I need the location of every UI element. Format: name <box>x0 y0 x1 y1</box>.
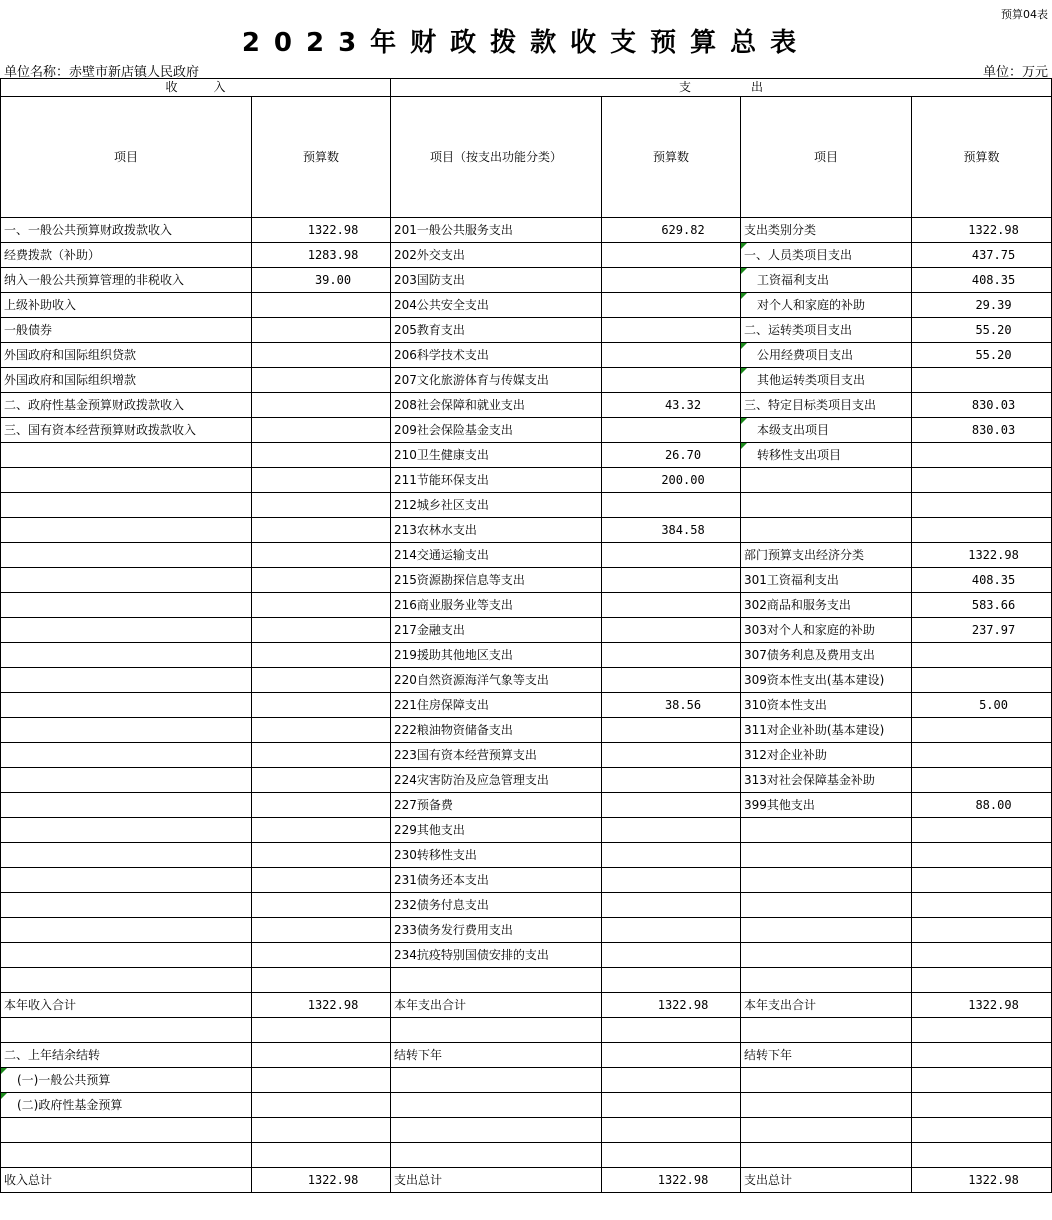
item-cell <box>741 1118 912 1143</box>
table-row <box>1 893 1052 918</box>
item-cell <box>1 768 252 793</box>
table-row <box>1 668 1052 693</box>
table-row <box>1 1168 1052 1193</box>
section-header-row <box>1 79 1052 97</box>
table-row <box>1 418 1052 443</box>
budget-cell <box>912 493 1052 518</box>
item-cell <box>1 718 252 743</box>
budget-cell: 1322.98 <box>252 1168 391 1193</box>
budget-cell: 88.00 <box>912 793 1052 818</box>
item-cell <box>391 1018 602 1043</box>
item-cell: 纳入一般公共预算管理的非税收入 <box>1 268 252 293</box>
item-cell: 二、运转类项目支出 <box>741 318 912 343</box>
budget-cell <box>602 818 741 843</box>
functional-budget-header: 预算数 <box>602 97 741 218</box>
budget-cell <box>252 543 391 568</box>
budget-cell <box>912 868 1052 893</box>
budget-cell <box>912 818 1052 843</box>
item-cell: 219援助其他地区支出 <box>391 643 602 668</box>
budget-cell <box>252 1093 391 1118</box>
budget-cell: 43.32 <box>602 393 741 418</box>
budget-cell <box>602 1143 741 1168</box>
item-cell <box>1 468 252 493</box>
table-row <box>1 1143 1052 1168</box>
item-cell <box>391 1143 602 1168</box>
table-row <box>1 568 1052 593</box>
budget-cell <box>602 593 741 618</box>
item-cell: 外国政府和国际组织贷款 <box>1 343 252 368</box>
budget-cell <box>252 393 391 418</box>
item-cell: 部门预算支出经济分类 <box>741 543 912 568</box>
budget-cell <box>912 893 1052 918</box>
budget-cell <box>912 843 1052 868</box>
table-row <box>1 443 1052 468</box>
form-number-label: 预算04表 <box>1001 8 1048 21</box>
budget-cell <box>602 368 741 393</box>
table-row <box>1 1118 1052 1143</box>
table-row <box>1 718 1052 743</box>
budget-cell <box>252 643 391 668</box>
budget-cell <box>602 318 741 343</box>
budget-cell <box>912 1143 1052 1168</box>
item-cell: 229其他支出 <box>391 818 602 843</box>
budget-cell: 237.97 <box>912 618 1052 643</box>
item-cell: 三、国有资本经营预算财政拨款收入 <box>1 418 252 443</box>
item-cell <box>1 918 252 943</box>
currency-unit-label: 单位：万元 <box>982 65 1048 80</box>
item-cell <box>741 468 912 493</box>
table-row <box>1 918 1052 943</box>
item-cell: 201一般公共服务支出 <box>391 218 602 243</box>
item-cell: 302商品和服务支出 <box>741 593 912 618</box>
item-cell <box>741 518 912 543</box>
item-cell <box>1 643 252 668</box>
item-cell <box>391 1093 602 1118</box>
item-cell <box>1 968 252 993</box>
item-cell: 313对社会保障基金补助 <box>741 768 912 793</box>
item-cell <box>741 918 912 943</box>
item-cell: 203国防支出 <box>391 268 602 293</box>
table-row <box>1 268 1052 293</box>
item-cell: 217金融支出 <box>391 618 602 643</box>
budget-cell <box>602 968 741 993</box>
item-cell: 311对企业补助(基本建设) <box>741 718 912 743</box>
item-cell: 220自然资源海洋气象等支出 <box>391 668 602 693</box>
item-cell <box>741 818 912 843</box>
budget-cell <box>602 1093 741 1118</box>
item-cell: 222粮油物资储备支出 <box>391 718 602 743</box>
budget-cell <box>602 618 741 643</box>
budget-cell <box>602 543 741 568</box>
budget-cell <box>912 668 1052 693</box>
item-cell <box>1 818 252 843</box>
table-row <box>1 818 1052 843</box>
budget-cell <box>602 743 741 768</box>
budget-cell: 26.70 <box>602 443 741 468</box>
item-cell: 本级支出项目 <box>741 418 912 443</box>
unit-name-label: 单位名称：赤壁市新店镇人民政府 <box>4 65 200 80</box>
item-cell: 232债务付息支出 <box>391 893 602 918</box>
item-cell: 312对企业补助 <box>741 743 912 768</box>
table-row <box>1 643 1052 668</box>
item-cell: 227预备费 <box>391 793 602 818</box>
item-cell: 上级补助收入 <box>1 293 252 318</box>
item-cell: 支出总计 <box>391 1168 602 1193</box>
budget-cell: 408.35 <box>912 268 1052 293</box>
budget-cell: 39.00 <box>252 268 391 293</box>
item-cell: 206科学技术支出 <box>391 343 602 368</box>
item-cell <box>391 1068 602 1093</box>
budget-cell: 408.35 <box>912 568 1052 593</box>
budget-cell <box>602 793 741 818</box>
income-item-header: 项目 <box>1 97 252 218</box>
budget-cell <box>602 918 741 943</box>
item-cell: 公用经费项目支出 <box>741 343 912 368</box>
table-row <box>1 1018 1052 1043</box>
table-row <box>1 768 1052 793</box>
budget-cell <box>602 1043 741 1068</box>
item-cell <box>1 1018 252 1043</box>
budget-cell <box>912 1018 1052 1043</box>
budget-cell <box>912 943 1052 968</box>
item-cell <box>1 693 252 718</box>
budget-cell <box>602 643 741 668</box>
item-cell: 230转移性支出 <box>391 843 602 868</box>
table-row <box>1 393 1052 418</box>
budget-cell <box>252 468 391 493</box>
table-row <box>1 318 1052 343</box>
item-cell: 二、上年结余结转 <box>1 1043 252 1068</box>
budget-cell: 1322.98 <box>912 1168 1052 1193</box>
budget-cell: 437.75 <box>912 243 1052 268</box>
budget-cell <box>912 718 1052 743</box>
budget-cell <box>912 918 1052 943</box>
budget-cell <box>252 318 391 343</box>
item-cell <box>1 1143 252 1168</box>
table-row <box>1 293 1052 318</box>
budget-cell: 55.20 <box>912 318 1052 343</box>
item-cell <box>1 1118 252 1143</box>
budget-cell <box>912 968 1052 993</box>
item-cell: (二)政府性基金预算 <box>1 1093 252 1118</box>
budget-cell <box>602 418 741 443</box>
budget-cell <box>602 268 741 293</box>
table-row <box>1 593 1052 618</box>
item-cell: 234抗疫特别国债安排的支出 <box>391 943 602 968</box>
item-cell: (一)一般公共预算 <box>1 1068 252 1093</box>
category-item-header: 项目 <box>741 97 912 218</box>
budget-cell <box>912 368 1052 393</box>
budget-cell <box>602 568 741 593</box>
budget-cell <box>602 1118 741 1143</box>
budget-cell <box>912 468 1052 493</box>
item-cell <box>1 443 252 468</box>
budget-cell <box>252 1043 391 1068</box>
item-cell: 本年收入合计 <box>1 993 252 1018</box>
budget-cell <box>252 443 391 468</box>
item-cell: 其他运转类项目支出 <box>741 368 912 393</box>
income-budget-header: 预算数 <box>252 97 391 218</box>
item-cell: 224灾害防治及应急管理支出 <box>391 768 602 793</box>
budget-cell <box>602 1018 741 1043</box>
budget-cell: 55.20 <box>912 343 1052 368</box>
item-cell: 207文化旅游体育与传媒支出 <box>391 368 602 393</box>
budget-cell <box>602 868 741 893</box>
page-title: 2023年财政拨款收支预算总表 <box>241 28 811 58</box>
column-header-row <box>1 97 1052 218</box>
table-row <box>1 868 1052 893</box>
item-cell: 收入总计 <box>1 1168 252 1193</box>
item-cell: 204公共安全支出 <box>391 293 602 318</box>
item-cell: 399其他支出 <box>741 793 912 818</box>
budget-cell <box>252 868 391 893</box>
item-cell: 205教育支出 <box>391 318 602 343</box>
item-cell: 三、特定目标类项目支出 <box>741 393 912 418</box>
budget-cell <box>252 718 391 743</box>
item-cell: 301工资福利支出 <box>741 568 912 593</box>
item-cell: 213农林水支出 <box>391 518 602 543</box>
item-cell <box>741 943 912 968</box>
budget-cell <box>912 1118 1052 1143</box>
table-row <box>1 243 1052 268</box>
table-row <box>1 493 1052 518</box>
item-cell: 212城乡社区支出 <box>391 493 602 518</box>
item-cell <box>741 1068 912 1093</box>
table-row <box>1 543 1052 568</box>
item-cell: 本年支出合计 <box>741 993 912 1018</box>
budget-cell <box>252 768 391 793</box>
budget-cell <box>252 793 391 818</box>
item-cell <box>1 743 252 768</box>
table-row <box>1 343 1052 368</box>
item-cell: 支出类别分类 <box>741 218 912 243</box>
item-cell <box>1 593 252 618</box>
item-cell: 215资源勘探信息等支出 <box>391 568 602 593</box>
item-cell: 209社会保险基金支出 <box>391 418 602 443</box>
budget-cell: 5.00 <box>912 693 1052 718</box>
budget-cell: 1322.98 <box>602 1168 741 1193</box>
item-cell <box>1 868 252 893</box>
item-cell <box>1 568 252 593</box>
item-cell <box>741 968 912 993</box>
budget-cell <box>252 843 391 868</box>
item-cell <box>1 668 252 693</box>
budget-cell <box>602 943 741 968</box>
budget-cell <box>912 743 1052 768</box>
item-cell <box>1 543 252 568</box>
budget-cell <box>252 368 391 393</box>
budget-cell <box>912 1093 1052 1118</box>
budget-cell <box>252 618 391 643</box>
item-cell: 外国政府和国际组织增款 <box>1 368 252 393</box>
item-cell: 一般债券 <box>1 318 252 343</box>
table-row <box>1 368 1052 393</box>
item-cell <box>391 1118 602 1143</box>
table-row <box>1 1043 1052 1068</box>
item-cell: 303对个人和家庭的补助 <box>741 618 912 643</box>
item-cell: 一、人员类项目支出 <box>741 243 912 268</box>
budget-cell: 830.03 <box>912 418 1052 443</box>
item-cell: 二、政府性基金预算财政拨款收入 <box>1 393 252 418</box>
budget-cell <box>602 293 741 318</box>
table-row <box>1 693 1052 718</box>
item-cell: 216商业服务业等支出 <box>391 593 602 618</box>
budget-cell <box>602 343 741 368</box>
budget-cell <box>912 768 1052 793</box>
budget-cell: 200.00 <box>602 468 741 493</box>
budget-cell <box>602 843 741 868</box>
budget-cell <box>252 693 391 718</box>
item-cell: 结转下年 <box>741 1043 912 1068</box>
budget-cell: 384.58 <box>602 518 741 543</box>
item-cell <box>741 1093 912 1118</box>
budget-cell <box>252 818 391 843</box>
table-row <box>1 968 1052 993</box>
item-cell: 202外交支出 <box>391 243 602 268</box>
table-row <box>1 793 1052 818</box>
budget-cell <box>602 668 741 693</box>
budget-cell <box>602 893 741 918</box>
table-row <box>1 1093 1052 1118</box>
item-cell: 208社会保障和就业支出 <box>391 393 602 418</box>
item-cell: 210卫生健康支出 <box>391 443 602 468</box>
budget-cell <box>912 643 1052 668</box>
table-row <box>1 618 1052 643</box>
budget-cell <box>912 518 1052 543</box>
table-row <box>1 218 1052 243</box>
item-cell: 对个人和家庭的补助 <box>741 293 912 318</box>
budget-cell <box>252 343 391 368</box>
budget-cell: 1322.98 <box>912 218 1052 243</box>
item-cell: 结转下年 <box>391 1043 602 1068</box>
budget-cell <box>602 1068 741 1093</box>
item-cell: 经费拨款（补助） <box>1 243 252 268</box>
budget-cell <box>602 243 741 268</box>
item-cell: 307债务利息及费用支出 <box>741 643 912 668</box>
item-cell: 214交通运输支出 <box>391 543 602 568</box>
item-cell <box>1 493 252 518</box>
budget-table <box>0 78 1052 1193</box>
budget-cell: 38.56 <box>602 693 741 718</box>
item-cell: 221住房保障支出 <box>391 693 602 718</box>
item-cell: 310资本性支出 <box>741 693 912 718</box>
table-row <box>1 943 1052 968</box>
item-cell <box>1 943 252 968</box>
table-row <box>1 993 1052 1018</box>
item-cell: 转移性支出项目 <box>741 443 912 468</box>
budget-cell: 1322.98 <box>602 993 741 1018</box>
budget-cell <box>252 918 391 943</box>
item-cell: 309资本性支出(基本建设) <box>741 668 912 693</box>
item-cell <box>741 868 912 893</box>
budget-cell <box>252 1143 391 1168</box>
table-row <box>1 743 1052 768</box>
item-cell: 本年支出合计 <box>391 993 602 1018</box>
table-body <box>1 218 1052 1193</box>
budget-cell: 583.66 <box>912 593 1052 618</box>
item-cell <box>741 1143 912 1168</box>
budget-cell <box>252 1118 391 1143</box>
item-cell <box>741 843 912 868</box>
budget-cell <box>252 1068 391 1093</box>
item-cell <box>741 493 912 518</box>
budget-cell <box>252 1018 391 1043</box>
budget-cell: 29.39 <box>912 293 1052 318</box>
item-cell <box>1 793 252 818</box>
budget-cell <box>252 418 391 443</box>
budget-cell: 1283.98 <box>252 243 391 268</box>
item-cell <box>391 968 602 993</box>
item-cell <box>741 893 912 918</box>
budget-cell: 629.82 <box>602 218 741 243</box>
budget-cell <box>252 943 391 968</box>
budget-cell: 830.03 <box>912 393 1052 418</box>
budget-cell: 1322.98 <box>912 543 1052 568</box>
expense-section-header: 支 出 <box>391 79 1052 97</box>
budget-cell: 1322.98 <box>912 993 1052 1018</box>
budget-cell <box>912 443 1052 468</box>
budget-cell <box>252 668 391 693</box>
table-row <box>1 1068 1052 1093</box>
item-cell <box>1 893 252 918</box>
table-row <box>1 518 1052 543</box>
category-budget-header: 预算数 <box>912 97 1052 218</box>
budget-cell <box>912 1043 1052 1068</box>
budget-cell <box>912 1068 1052 1093</box>
item-cell: 一、一般公共预算财政拨款收入 <box>1 218 252 243</box>
budget-cell <box>602 493 741 518</box>
budget-cell <box>252 493 391 518</box>
item-cell: 支出总计 <box>741 1168 912 1193</box>
item-cell: 223国有资本经营预算支出 <box>391 743 602 768</box>
item-cell: 233债务发行费用支出 <box>391 918 602 943</box>
budget-cell <box>252 893 391 918</box>
budget-cell <box>252 968 391 993</box>
functional-item-header: 项目（按支出功能分类） <box>391 97 602 218</box>
budget-cell <box>252 568 391 593</box>
budget-cell <box>252 593 391 618</box>
item-cell: 211节能环保支出 <box>391 468 602 493</box>
budget-cell <box>252 293 391 318</box>
table-row <box>1 843 1052 868</box>
item-cell: 工资福利支出 <box>741 268 912 293</box>
budget-cell <box>252 743 391 768</box>
income-section-header: 收 入 <box>1 79 391 97</box>
budget-cell: 1322.98 <box>252 993 391 1018</box>
item-cell <box>741 1018 912 1043</box>
item-cell <box>1 843 252 868</box>
item-cell: 231债务还本支出 <box>391 868 602 893</box>
table-row <box>1 468 1052 493</box>
budget-cell: 1322.98 <box>252 218 391 243</box>
budget-cell <box>252 518 391 543</box>
budget-cell <box>602 718 741 743</box>
budget-cell <box>602 768 741 793</box>
item-cell <box>1 518 252 543</box>
item-cell <box>1 618 252 643</box>
